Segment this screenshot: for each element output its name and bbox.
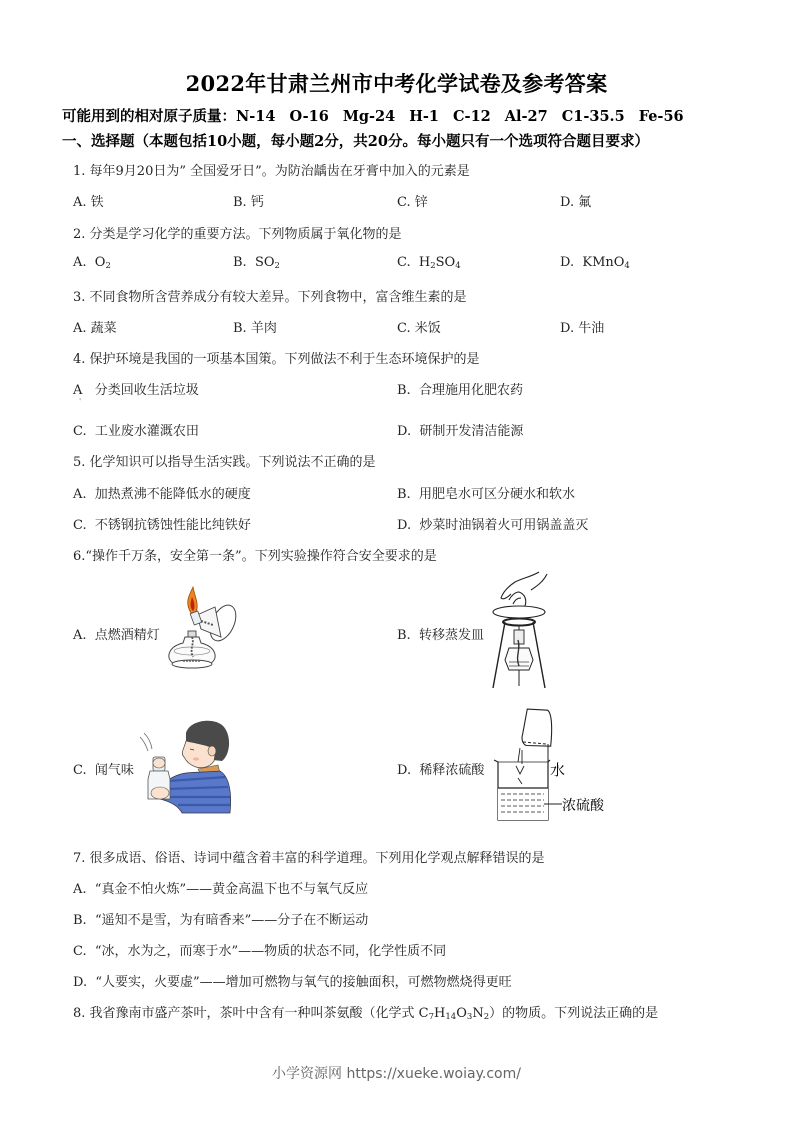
formula-part: O <box>456 1006 467 1021</box>
option-text: 研制开发清洁能源 <box>419 424 524 439</box>
atomic-mass: C-12 <box>453 108 491 125</box>
footer-watermark: 小学资源网 https://xueke.woiay.com/ <box>272 1066 521 1082</box>
question-8-stem <box>73 1002 658 1022</box>
option-text: “遥知不是雪，为有暗香来”——分子在不断运动 <box>94 913 369 928</box>
question-3-option-a <box>73 317 117 336</box>
document-title: 2022年甘肃兰州市中考化学试卷及参考答案 <box>185 71 608 96</box>
question-2-stem: 2. 分类是学习化学的重要方法。下列物质属于氧化物的是 <box>73 227 402 242</box>
question-2-option-b <box>233 255 280 271</box>
option-label: A. <box>73 195 87 210</box>
option-text: O <box>94 255 106 270</box>
option-text: SO <box>254 255 275 270</box>
atomic-masses-line <box>62 105 698 126</box>
diluting-acid-figure-icon <box>492 704 612 824</box>
option-text: 工业废水灌溉农田 <box>94 424 199 439</box>
acid-label: 浓硫酸 <box>562 798 604 814</box>
option-label: C. <box>397 321 411 336</box>
question-3-option-b <box>233 317 277 336</box>
option-text: KMnO <box>582 255 625 270</box>
subscript: 4 <box>455 261 461 271</box>
option-label: D. <box>560 195 575 210</box>
subscript: 2 <box>105 261 111 271</box>
question-2-option-a <box>73 255 111 271</box>
question-5-option-d <box>397 514 588 533</box>
option-label: D. <box>560 321 575 336</box>
subscript: 2 <box>274 261 280 271</box>
atomic-mass: Al-27 <box>504 108 548 125</box>
question-6-option-d <box>397 759 484 778</box>
option-label: B. <box>397 487 411 502</box>
formula-part: N <box>472 1006 484 1021</box>
subscript: 4 <box>624 261 630 271</box>
atomic-mass: Fe-56 <box>638 108 684 125</box>
subscript: 2 <box>483 1012 490 1022</box>
subscript: 14 <box>445 1012 457 1022</box>
option-label: A. <box>73 255 87 270</box>
atomic-mass: N-14 <box>236 108 276 125</box>
option-text: “真金不怕火炼”——黄金高温下也不与氧气反应 <box>94 882 369 897</box>
option-label: C. <box>73 763 87 778</box>
evaporating-dish-figure-icon <box>487 570 551 694</box>
atomic-mass: Mg-24 <box>342 108 396 125</box>
option-label: B. <box>397 628 411 643</box>
question-4-option-c <box>73 420 199 439</box>
stem-text: ）的物质。下列说法正确的是 <box>489 1006 659 1021</box>
option-text: 加热煮沸不能降低水的硬度 <box>94 487 251 502</box>
question-6-option-c <box>73 759 134 778</box>
option-label: A <box>73 383 83 398</box>
question-1-option-a <box>73 191 104 210</box>
option-label: A. <box>73 882 87 897</box>
option-label: A. <box>73 628 87 643</box>
question-1-option-d <box>560 191 591 210</box>
option-text: 蔬菜 <box>90 321 117 336</box>
option-label: D. <box>560 255 575 270</box>
question-5-stem: 5. 化学知识可以指导生活实践。下列说法不正确的是 <box>73 455 376 470</box>
question-7-option-b <box>73 909 368 928</box>
option-text: 羊肉 <box>250 321 277 336</box>
question-4-option-b <box>397 379 523 398</box>
option-text: 牛油 <box>578 321 605 336</box>
option-label: B. <box>233 255 247 270</box>
atomic-mass: H-1 <box>409 108 440 125</box>
option-text: “冰，水为之，而寒于水”——物质的状态不同，化学性质不同 <box>94 944 447 959</box>
atomic-masses-label: 可能用到的相对原子质量： <box>62 108 236 125</box>
question-4-option-d <box>397 420 523 439</box>
option-label: D. <box>397 518 412 533</box>
question-5-option-a <box>73 483 251 502</box>
question-2-option-c <box>397 255 461 271</box>
option-label: C. <box>397 255 411 270</box>
subscript: 7 <box>428 1012 435 1022</box>
question-1-option-c <box>397 191 428 210</box>
option-text: 铁 <box>90 195 104 210</box>
atomic-mass: O-16 <box>289 108 329 125</box>
option-label: B. <box>397 383 411 398</box>
option-label: B. <box>233 195 247 210</box>
stem-text: 8. 我省豫南市盛产茶叶，茶叶中含有一种叫茶氨酸（化学式 C <box>73 1006 429 1021</box>
option-label: B. <box>73 913 87 928</box>
option-text: 氟 <box>578 195 592 210</box>
question-3-option-c <box>397 317 441 336</box>
water-label: 水 <box>550 761 566 779</box>
option-label: D. <box>397 763 412 778</box>
option-text: 锌 <box>414 195 428 210</box>
option-label: D. <box>73 975 88 990</box>
question-6-option-a <box>73 624 160 643</box>
option-text: 钙 <box>250 195 264 210</box>
question-7-option-a <box>73 878 368 897</box>
question-1-option-b <box>233 191 264 210</box>
subscript: 3 <box>466 1012 473 1022</box>
formula-part: SO <box>435 255 456 270</box>
option-text: 稀释浓硫酸 <box>419 763 485 778</box>
question-5-option-b <box>397 483 575 502</box>
atomic-mass: C1-35.5 <box>561 108 625 125</box>
formula-part: H <box>418 255 431 270</box>
subscript: 2 <box>430 261 436 271</box>
option-label: C. <box>397 195 411 210</box>
option-label: C. <box>73 944 87 959</box>
option-text: 米饭 <box>414 321 441 336</box>
option-label: A. <box>73 321 87 336</box>
option-text: 合理施用化肥农药 <box>418 383 523 398</box>
question-6-stem: 6.“操作千万条，安全第一条”。下列实验操作符合安全要求的是 <box>73 549 437 564</box>
option-label: C. <box>73 424 87 439</box>
option-text: 不锈钢抗锈蚀性能比纯铁好 <box>94 518 251 533</box>
smelling-gas-figure-icon <box>138 715 234 815</box>
question-1-stem: 1. 每年9月20日为” 全国爱牙日”。为防治龋齿在牙膏中加入的元素是 <box>73 164 470 179</box>
option-text: 炒菜时油锅着火可用锅盖盖灭 <box>419 518 589 533</box>
option-label: B. <box>233 321 247 336</box>
option-text: 点燃酒精灯 <box>94 628 160 643</box>
question-7-stem: 7. 很多成语、俗语、诗词中蕴含着丰富的科学道理。下列用化学观点解释错误的是 <box>73 851 545 866</box>
question-2-option-d <box>560 255 630 271</box>
option-label: C. <box>73 518 87 533</box>
option-text: 分类回收生活垃圾 <box>94 383 199 398</box>
alcohol-lamp-figure-icon <box>163 585 245 673</box>
option-text: 转移蒸发皿 <box>418 628 484 643</box>
question-4-stem: 4. 保护环境是我国的一项基本国策。下列做法不利于生态环境保护的是 <box>73 352 480 367</box>
question-7-option-c <box>73 940 446 959</box>
option-label: A. <box>73 487 87 502</box>
question-3-stem: 3. 不同食物所含营养成分有较大差异。下列食物中，富含维生素的是 <box>73 290 467 305</box>
formula-part: H <box>434 1006 446 1021</box>
section-heading: 一、选择题（本题包括10小题，每小题2分，共20分。每小题只有一个选项符合题目要求） <box>62 133 649 150</box>
question-3-option-d <box>560 317 604 336</box>
question-6-option-b <box>397 624 484 643</box>
option-text: 闻气味 <box>94 763 134 778</box>
option-label: D. <box>397 424 412 439</box>
stray-mark: ' <box>79 397 82 406</box>
question-7-option-d <box>73 971 512 990</box>
question-4-option-a <box>73 379 199 398</box>
option-text: 用肥皂水可区分硬水和软水 <box>418 487 575 502</box>
question-5-option-c <box>73 514 251 533</box>
option-text: “人要实，火要虚”——增加可燃物与氧气的接触面积，可燃物燃烧得更旺 <box>95 975 512 990</box>
